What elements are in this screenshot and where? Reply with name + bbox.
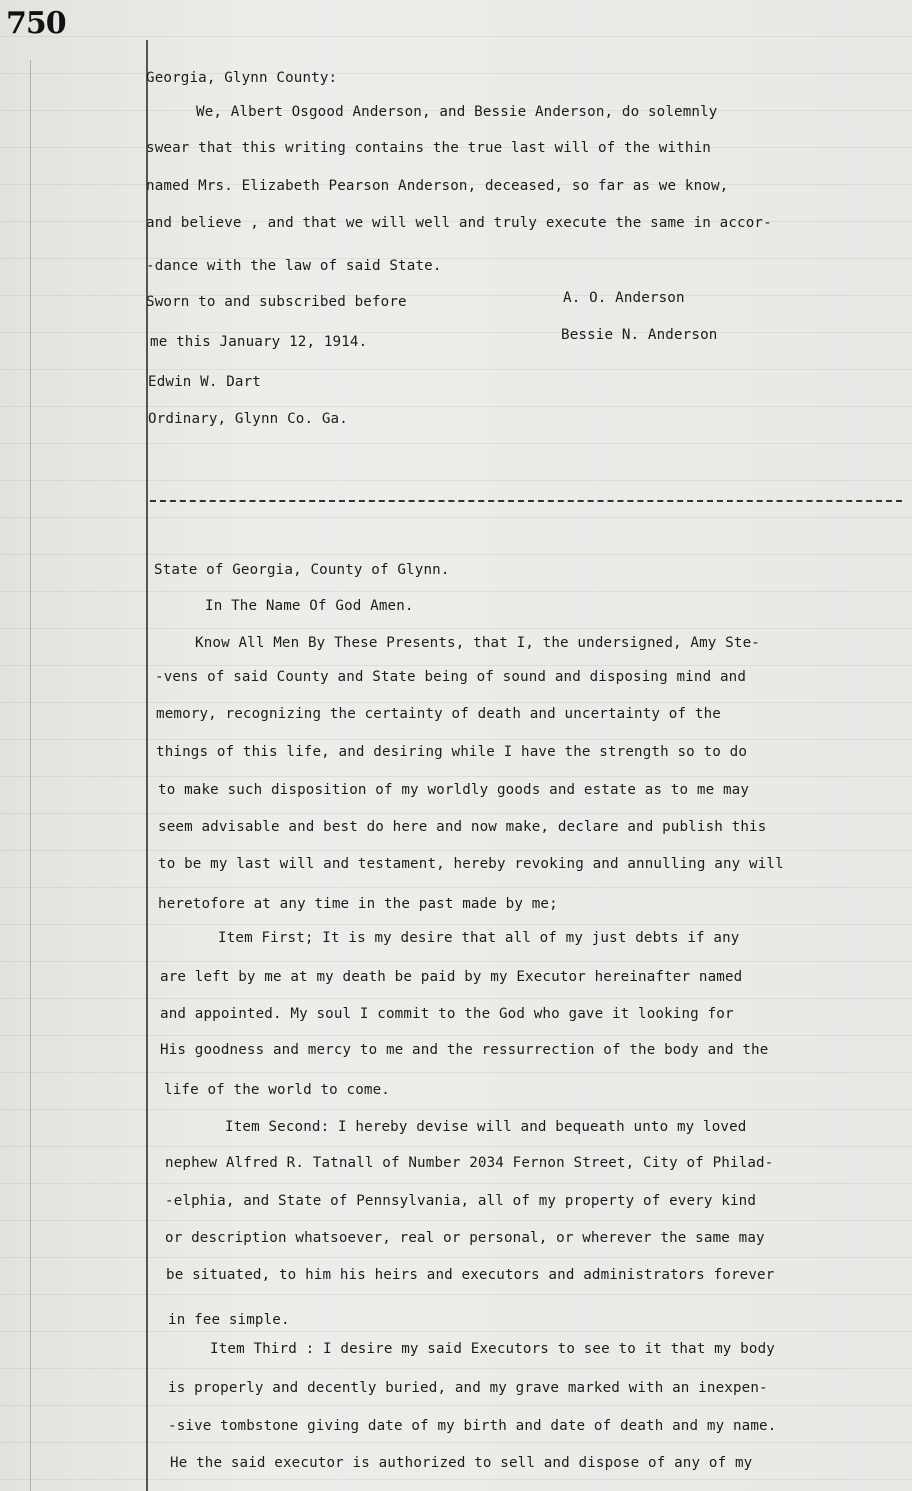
will-line: in fee simple. [168, 1312, 290, 1328]
signer-1-signature: A. O. Anderson [563, 290, 685, 306]
will-line: -sive tombstone giving date of my birth and date of death and my name. [168, 1418, 777, 1434]
will-line: -elphia, and State of Pennsylvania, all of my property of every kind [165, 1193, 757, 1209]
oath-line: and believe , and that we will well and truly execute the same in accor- [146, 215, 772, 231]
will-line: Item Second: I hereby devise will and bequeath unto my loved [225, 1119, 747, 1135]
oath-line: swear that this writing contains the true last will of the within [146, 140, 711, 156]
oath-heading: Georgia, Glynn County: [146, 70, 338, 86]
page-number: 750 [6, 6, 66, 41]
official-title: Ordinary, Glynn Co. Ga. [148, 411, 348, 427]
binding-edge-line [30, 60, 31, 1491]
will-line: nephew Alfred R. Tatnall of Number 2034 Fernon Street, City of Philad- [165, 1155, 774, 1171]
will-line: His goodness and mercy to me and the ressurrection of the body and the [160, 1042, 769, 1058]
will-line: things of this life, and desiring while I have the strength so to do [156, 744, 748, 760]
sworn-statement-line-1: Sworn to and subscribed before [146, 294, 407, 310]
will-line: memory, recognizing the certainty of death and uncertainty of the [156, 706, 721, 722]
will-line: seem advisable and best do here and now make, declare and publish this [158, 819, 767, 835]
will-line: or description whatsoever, real or personal, or wherever the same may [165, 1230, 765, 1246]
will-line: to make such disposition of my worldly goods and estate as to me may [158, 782, 750, 798]
oath-line: -dance with the law of said State. [146, 258, 442, 274]
will-line: to be my last will and testament, hereby revoking and annulling any will [158, 856, 784, 872]
will-line: be situated, to him his heirs and executors and administrators forever [166, 1267, 775, 1283]
oath-line: named Mrs. Elizabeth Pearson Anderson, deceased, so far as we know, [146, 178, 729, 194]
will-heading: State of Georgia, County of Glynn. [154, 562, 450, 578]
will-line: are left by me at my death be paid by my Executor hereinafter named [160, 969, 743, 985]
will-line: is properly and decently buried, and my grave marked with an inexpen- [168, 1380, 768, 1396]
will-line: and appointed. My soul I commit to the God who gave it looking for [160, 1006, 734, 1022]
will-line: He the said executor is authorized to sell and dispose of any of my [170, 1455, 753, 1471]
will-line: heretofore at any time in the past made by me; [158, 896, 558, 912]
will-line: Item Third : I desire my said Executors to see to it that my body [210, 1341, 775, 1357]
official-name: Edwin W. Dart [148, 374, 261, 390]
sworn-statement-line-2: me this January 12, 1914. [150, 334, 368, 350]
will-line: Item First; It is my desire that all of my just debts if any [218, 930, 740, 946]
will-line: life of the world to come. [164, 1082, 390, 1098]
will-line: -vens of said County and State being of sound and disposing mind and [155, 669, 747, 685]
signer-2-signature: Bessie N. Anderson [561, 327, 718, 343]
section-divider [150, 500, 902, 502]
oath-line: We, Albert Osgood Anderson, and Bessie Anderson, do solemnly [196, 104, 718, 120]
will-invocation: In The Name Of God Amen. [205, 598, 414, 614]
will-line: Know All Men By These Presents, that I, the undersigned, Amy Ste- [195, 635, 760, 651]
